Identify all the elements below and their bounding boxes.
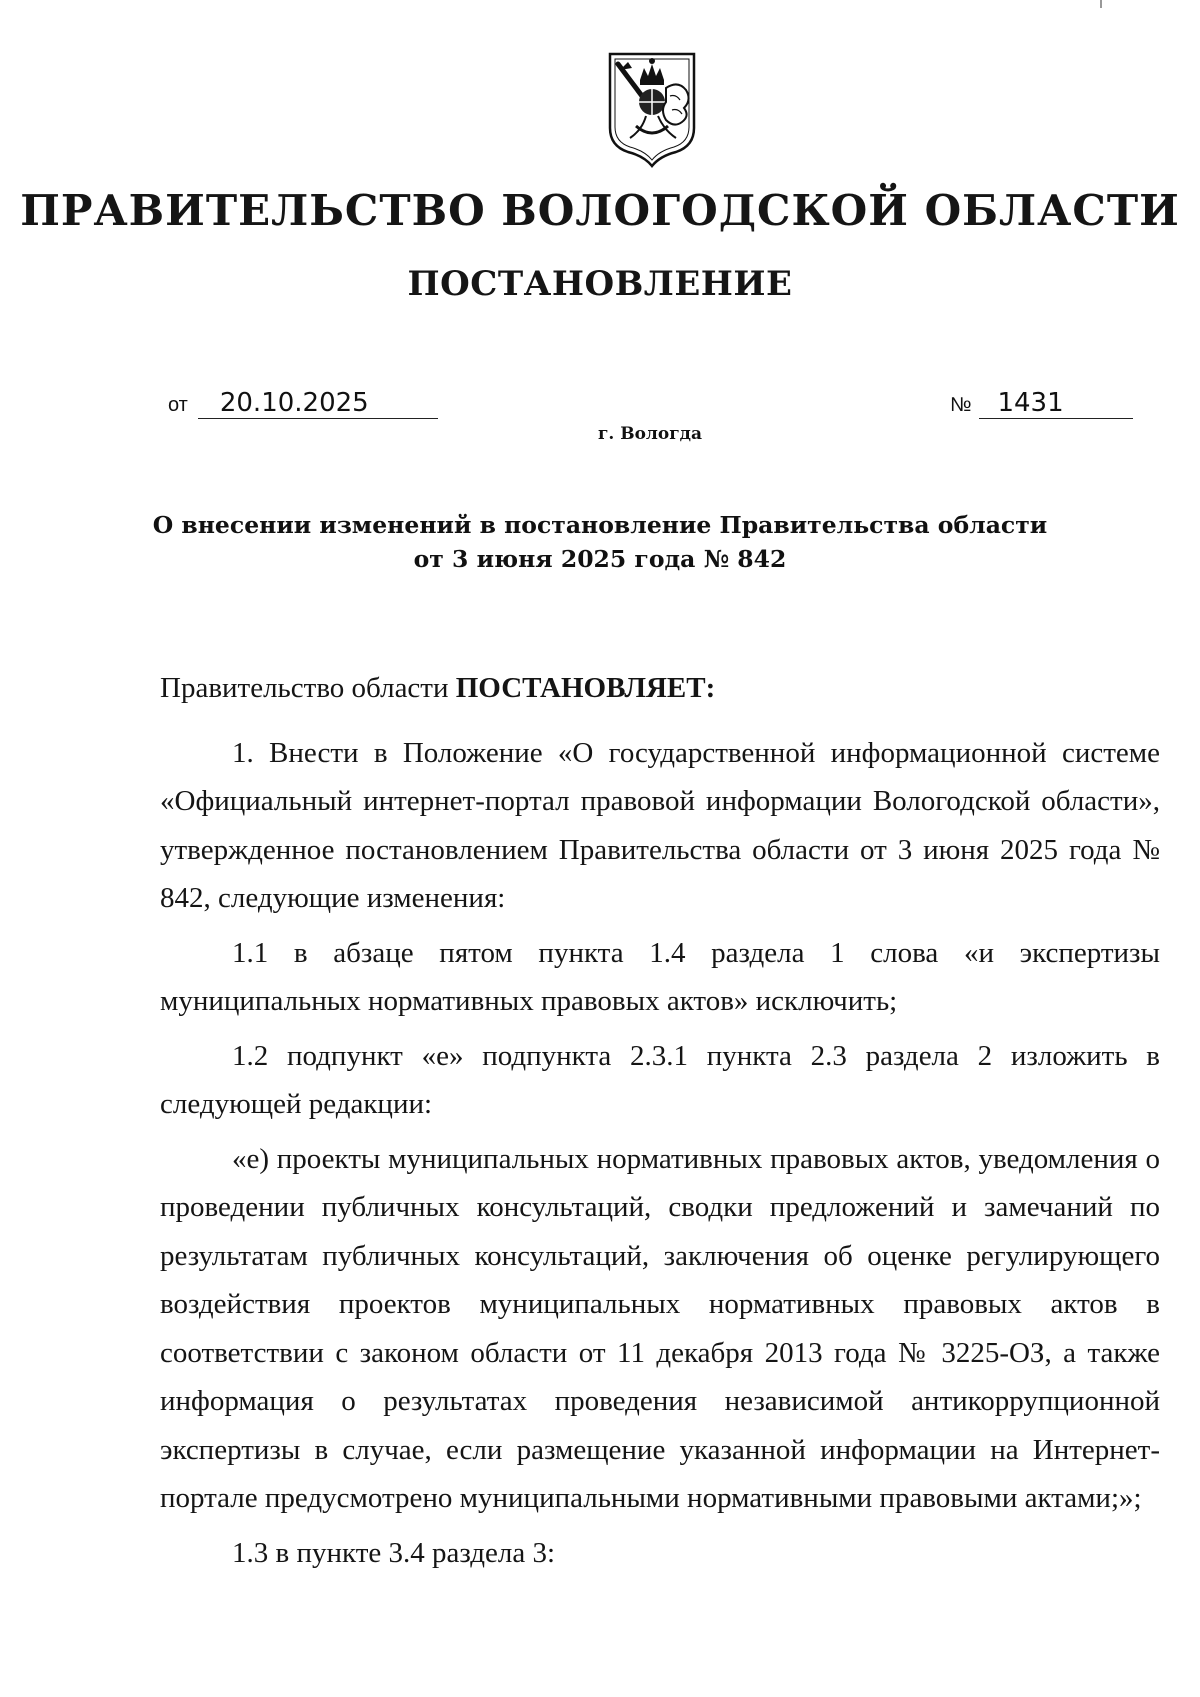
paragraph-1-1: 1.1 в абзаце пятом пункта 1.4 раздела 1 слова «и экспертизы муниципальных нормативных правовых актов» исключить; xyxy=(160,936,1160,1017)
date-prefix: от xyxy=(168,394,188,416)
subject-line-2: от 3 июня 2025 года № 842 xyxy=(413,545,787,573)
document-type: ПОСТАНОВЛЕНИЕ xyxy=(407,264,793,304)
organization-title: ПРАВИТЕЛЬСТВО ВОЛОГОДСКОЙ ОБЛАСТИ xyxy=(20,186,1180,235)
document-date: 20.10.2025 xyxy=(198,388,438,419)
coat-of-arms-icon xyxy=(606,50,698,168)
date-field xyxy=(168,388,438,419)
number-field xyxy=(950,388,1133,419)
number-prefix: № xyxy=(950,394,972,416)
city-label: г. Вологда xyxy=(597,424,703,444)
document-number: 1431 xyxy=(979,388,1133,419)
paragraph-1: 1. Внести в Положение «О государственной информационной системе «Официальный интернет-портал правовой информации Вологодской области», утвержденное постановлением Правительства области от 3 июня 2025 года № 842, следующие изменения: xyxy=(160,736,1160,914)
resolution-lead xyxy=(160,664,1160,713)
paragraph-1-2: 1.2 подпункт «е» подпункта 2.3.1 пункта 2.3 раздела 2 изложить в следующей редакции: xyxy=(160,1039,1160,1120)
paragraph-1-3: 1.3 в пункте 3.4 раздела 3: xyxy=(232,1536,556,1569)
scan-edge-mark xyxy=(1100,0,1102,8)
document-body xyxy=(160,664,1160,1577)
document-subject xyxy=(0,508,1200,576)
subject-line-1: О внесении изменений в постановление Правительства области xyxy=(152,511,1048,539)
lead-text: Правительство области xyxy=(160,672,456,704)
paragraph-quoted-e: «е) проекты муниципальных нормативных правовых актов, уведомления о проведении публичных консультаций, сводки предложений и замечаний по результатам публичных консультаций, заключения об оценке регулирующего воздействия проектов муниципальных нормативных правовых актов в соответствии с законом области от 11 декабря 2013 года № 3225-ОЗ, а также информация о результатах проведения независимой антикоррупционной экспертизы в случае, если размещение указанной информации на Интернет-портале предусмотрено муниципальными нормативными правовыми актами;»; xyxy=(160,1142,1160,1514)
lead-keyword: ПОСТАНОВЛЯЕТ: xyxy=(455,672,716,704)
